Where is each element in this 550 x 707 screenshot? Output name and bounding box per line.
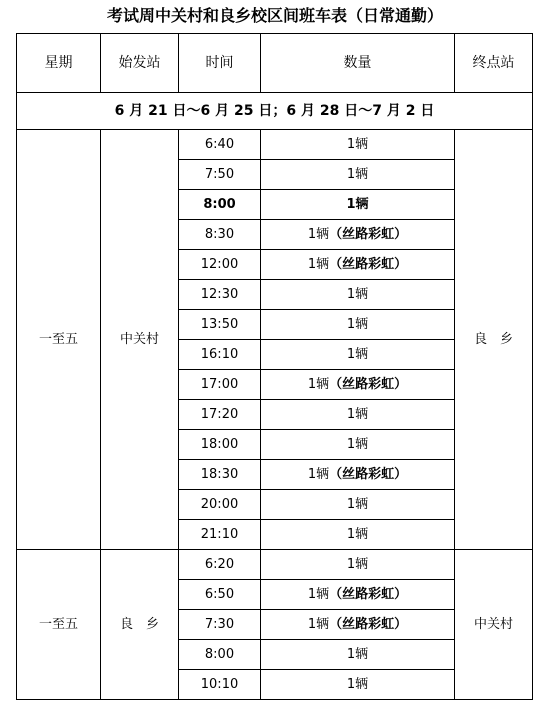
count-cell bbox=[261, 250, 455, 280]
bus-schedule-table bbox=[16, 33, 533, 700]
count-cell bbox=[261, 340, 455, 370]
schedule-body bbox=[17, 34, 533, 700]
count-cell bbox=[261, 550, 455, 580]
time-cell: 12:30 bbox=[179, 280, 261, 310]
header-destination: 终点站 bbox=[455, 34, 533, 93]
origin-cell: 良 乡 bbox=[101, 550, 179, 700]
count-cell bbox=[261, 490, 455, 520]
time-cell: 21:10 bbox=[179, 520, 261, 550]
bus-note: （丝路彩虹） bbox=[329, 257, 408, 272]
count-cell bbox=[261, 460, 455, 490]
count-cell bbox=[261, 130, 455, 160]
count-cell bbox=[261, 220, 455, 250]
count-cell bbox=[261, 580, 455, 610]
header-origin: 始发站 bbox=[101, 34, 179, 93]
count-value: 1辆 bbox=[346, 287, 369, 302]
date-range-row bbox=[17, 93, 533, 130]
page-title: 考试周中关村和良乡校区间班车表（日常通勤） bbox=[106, 6, 443, 25]
bus-note: （丝路彩虹） bbox=[329, 617, 408, 632]
bus-note: （丝路彩虹） bbox=[329, 377, 408, 392]
count-value: 1辆 bbox=[307, 587, 330, 602]
count-value: 1辆 bbox=[346, 347, 369, 362]
time-cell: 8:00 bbox=[179, 190, 261, 220]
count-cell bbox=[261, 280, 455, 310]
count-value: 1辆 bbox=[307, 467, 330, 482]
time-cell: 10:10 bbox=[179, 670, 261, 700]
date-range: 6 月 21 日～6 月 25 日；6 月 28 日～7 月 2 日 bbox=[17, 93, 533, 130]
count-value: 1辆 bbox=[346, 497, 369, 512]
header-time: 时间 bbox=[179, 34, 261, 93]
count-value: 1辆 bbox=[346, 137, 369, 152]
weekday-cell: 一至五 bbox=[17, 130, 101, 550]
count-value: 1辆 bbox=[346, 647, 369, 662]
bus-note: （丝路彩虹） bbox=[329, 467, 408, 482]
time-cell: 8:30 bbox=[179, 220, 261, 250]
time-cell: 8:00 bbox=[179, 640, 261, 670]
count-cell bbox=[261, 520, 455, 550]
time-cell: 18:30 bbox=[179, 460, 261, 490]
weekday-cell: 一至五 bbox=[17, 550, 101, 700]
count-value: 1辆 bbox=[346, 677, 369, 692]
time-cell: 12:00 bbox=[179, 250, 261, 280]
time-cell: 13:50 bbox=[179, 310, 261, 340]
time-cell: 6:50 bbox=[179, 580, 261, 610]
table-row bbox=[17, 550, 533, 580]
time-cell: 18:00 bbox=[179, 430, 261, 460]
header-row bbox=[17, 34, 533, 93]
destination-cell: 中关村 bbox=[455, 550, 533, 700]
count-cell bbox=[261, 430, 455, 460]
count-cell bbox=[261, 190, 455, 220]
count-cell bbox=[261, 640, 455, 670]
count-value: 1辆 bbox=[346, 557, 369, 572]
time-cell: 16:10 bbox=[179, 340, 261, 370]
count-value: 1辆 bbox=[307, 257, 330, 272]
header-count: 数量 bbox=[261, 34, 455, 93]
count-cell bbox=[261, 160, 455, 190]
bus-note: （丝路彩虹） bbox=[329, 587, 408, 602]
destination-cell: 良 乡 bbox=[455, 130, 533, 550]
count-value: 1辆 bbox=[346, 317, 369, 332]
count-value: 1辆 bbox=[307, 377, 330, 392]
count-cell bbox=[261, 670, 455, 700]
count-cell bbox=[261, 400, 455, 430]
time-cell: 7:30 bbox=[179, 610, 261, 640]
origin-cell: 中关村 bbox=[101, 130, 179, 550]
count-value: 1辆 bbox=[307, 227, 330, 242]
count-value: 1辆 bbox=[346, 527, 369, 542]
time-cell: 6:40 bbox=[179, 130, 261, 160]
count-value: 1辆 bbox=[346, 197, 369, 212]
time-cell: 7:50 bbox=[179, 160, 261, 190]
time-cell: 6:20 bbox=[179, 550, 261, 580]
count-cell bbox=[261, 370, 455, 400]
bus-note: （丝路彩虹） bbox=[329, 227, 408, 242]
header-weekday: 星期 bbox=[17, 34, 101, 93]
count-cell bbox=[261, 610, 455, 640]
time-cell: 17:20 bbox=[179, 400, 261, 430]
count-value: 1辆 bbox=[346, 167, 369, 182]
count-value: 1辆 bbox=[346, 407, 369, 422]
count-value: 1辆 bbox=[307, 617, 330, 632]
time-cell: 20:00 bbox=[179, 490, 261, 520]
table-row bbox=[17, 130, 533, 160]
time-cell: 17:00 bbox=[179, 370, 261, 400]
count-cell bbox=[261, 310, 455, 340]
count-value: 1辆 bbox=[346, 437, 369, 452]
